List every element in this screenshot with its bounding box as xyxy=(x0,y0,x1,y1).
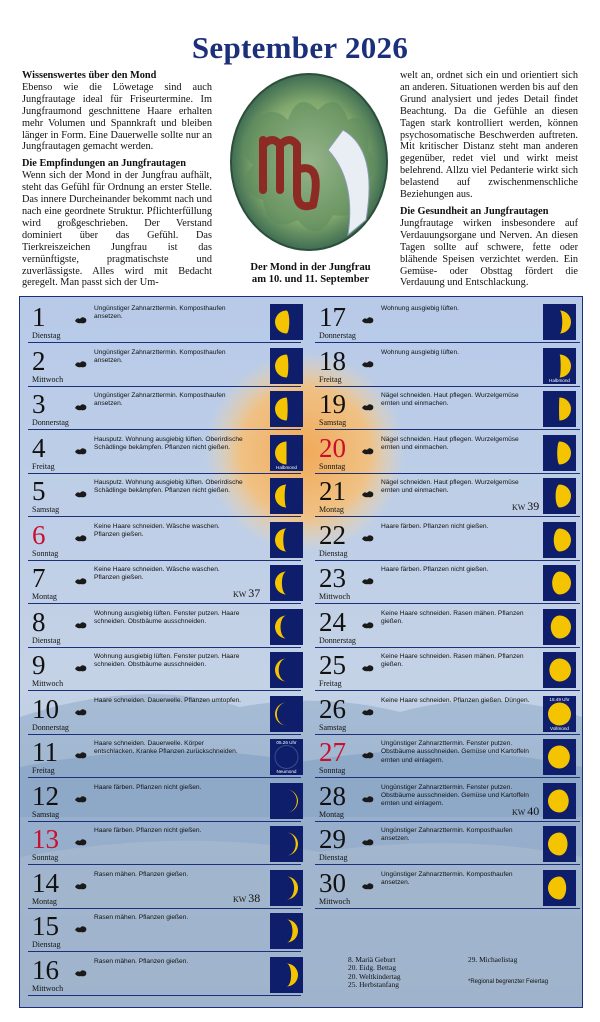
day-advice-text: Wohnung ausgiebig lüften. xyxy=(381,348,459,356)
weekday-label: Sonntag xyxy=(319,766,346,775)
paragraph-emotions-continued: welt an, ordnet sich ein und orientiert sich an anderen. Situationen werden bis auf den Grund analysiert und jedes Detail findet Beachtung. Da die Gefühle an diesen Tagen stark kontrolliert werden, können psychosomatische Beschwerden auftreten. Mit kritischer Distanz steht man anderen gegenüber, redet viel und wirkt meist belehrend. Allzu viel Pedanterie wirkt sich belastend auf zwischenmenschliche Beziehungen aus. xyxy=(400,70,578,201)
day-advice-text: Hausputz. Wohnung ausgiebig lüften. Oberirdische Schädlinge bekämpfen. Pflanzen nicht gießen. xyxy=(94,435,243,451)
weekday-label: Freitag xyxy=(32,766,55,775)
moon-phase-panel xyxy=(270,391,303,427)
scorpio-icon xyxy=(74,924,88,934)
moon-phase-panel xyxy=(270,304,303,340)
day-advice-text: Ungünstiger Zahnarzttermin. Komposthaufen ansetzen. xyxy=(94,305,226,321)
caption-line-1: Der Mond in der Jungfrau xyxy=(250,262,371,273)
day-advice-text: Keine Haare schneiden. Pflanzen gießen. Düngen. xyxy=(381,696,530,704)
calendar-day-row xyxy=(315,649,580,691)
calendar-day-row xyxy=(28,345,301,387)
moon-phase-icon xyxy=(270,478,303,514)
day-number: 20 xyxy=(319,432,346,463)
calendar-day-row xyxy=(315,693,580,735)
day-number: 8 xyxy=(32,606,46,637)
moon-phase-panel xyxy=(543,304,576,340)
day-advice-text: Keine Haare schneiden. Rasen mähen. Pflanzen gießen. xyxy=(381,609,524,625)
calendar-day-row xyxy=(28,867,301,909)
weekday-label: Mittwoch xyxy=(319,896,351,906)
weekday-label: Freitag xyxy=(319,679,342,688)
moon-phase-icon xyxy=(270,870,303,906)
moon-phase-panel xyxy=(543,348,576,384)
weekday-label: Freitag xyxy=(319,374,342,384)
weekday-label: Mittwoch xyxy=(319,592,351,601)
moon-phase-icon xyxy=(270,565,303,601)
day-number: 10 xyxy=(32,693,59,724)
weekday-label: Montag xyxy=(32,592,57,601)
weekday-label: Samstag xyxy=(319,722,347,732)
day-number: 29 xyxy=(319,824,346,854)
day-advice-text: Rasen mähen. Pflanzen gießen. xyxy=(94,870,189,878)
taurus-icon xyxy=(361,837,375,847)
day-advice-text: Keine Haare schneiden. Rasen mähen. Pflanzen gießen. xyxy=(381,653,524,669)
calendar-day-row xyxy=(315,345,580,387)
day-number: 6 xyxy=(32,519,46,550)
day-advice-text: Wohnung ausgiebig lüften. Fenster putzen. Haare schneiden. Obstbäume ausschneiden. xyxy=(94,609,240,625)
pisces-icon xyxy=(361,620,375,630)
calendar-panel xyxy=(19,296,583,1008)
moon-phase-icon xyxy=(543,870,576,906)
sagittarius-icon xyxy=(361,359,375,369)
calendar-day-row xyxy=(315,867,580,909)
day-advice-text: Ungünstiger Zahnarzttermin. Komposthaufen ansetzen. xyxy=(94,348,226,364)
day-number: 12 xyxy=(32,780,59,811)
moon-phase-panel xyxy=(270,565,303,601)
moon-phase-icon xyxy=(543,652,576,688)
paragraph-moon-facts: Ebenso wie die Löwetage sind auch Jungfrautage ideal für Friseurtermine. Im Jungfraumond geschnittene Haare erhalten mehr Volumen und Spannkraft und bleiben länger in Form. Eine Dauerwelle sollte nur an Jungfrautagen gemacht werden. xyxy=(22,81,212,153)
day-advice-text: Keine Haare schneiden. Wäsche waschen. Pflanzen gießen. xyxy=(94,522,220,538)
moon-phase-icon xyxy=(543,304,576,340)
scorpio-icon xyxy=(74,881,88,891)
moon-phase-panel xyxy=(543,522,576,558)
calendar-week-prefix: KW xyxy=(233,590,249,599)
weekday-label: Montag xyxy=(319,505,344,514)
moon-phase-icon xyxy=(270,913,303,949)
moon-phase-icon xyxy=(270,783,303,819)
calendar-week-label xyxy=(233,588,260,600)
holiday-item: 8. Mariä Geburt xyxy=(348,955,396,964)
calendar-day-row xyxy=(315,519,580,561)
moon-phase-panel xyxy=(270,870,303,906)
caption-line-2: am 10. und 11. September xyxy=(251,274,370,285)
day-advice-text: Haare färben. Pflanzen nicht gießen. xyxy=(94,827,202,834)
calendar-day-row xyxy=(315,606,580,648)
calendar-week-prefix: KW xyxy=(512,807,528,817)
leo-icon xyxy=(74,663,88,673)
calendar-day-row xyxy=(28,649,301,691)
day-advice-text: Nägel schneiden. Haut pflegen. Wurzelgemüse ernten und einmachen. xyxy=(381,435,519,451)
moon-phase-icon xyxy=(543,435,576,471)
aries-icon xyxy=(361,750,375,760)
virgo-emblem-image xyxy=(228,70,390,255)
aquarius-icon xyxy=(361,533,375,543)
calendar-week-label xyxy=(512,803,540,818)
moon-phase-time: 18.49 Uhr xyxy=(549,696,570,702)
weekday-label: Mittwoch xyxy=(32,374,64,384)
weekday-label: Samstag xyxy=(32,809,60,819)
moon-phase-icon xyxy=(270,391,303,427)
day-number: 22 xyxy=(319,519,346,550)
moon-phase-panel xyxy=(270,435,303,471)
weekday-label: Samstag xyxy=(319,418,347,427)
moon-phase-icon xyxy=(270,348,303,384)
scorpio-icon xyxy=(74,968,88,978)
pisces-icon xyxy=(361,663,375,673)
moon-phase-label: Vollmond xyxy=(550,725,569,731)
calendar-week-label xyxy=(233,890,261,905)
weekday-label: Sonntag xyxy=(319,461,346,471)
moon-phase-icon xyxy=(270,609,303,645)
calendar-day-row xyxy=(28,301,301,343)
day-advice-text: Ungünstiger Zahnarzttermin. Komposthaufen ansetzen. xyxy=(381,870,513,886)
day-advice-text: Ungünstiger Zahnarzttermin. Komposthaufen ansetzen. xyxy=(381,827,513,843)
moon-phase-icon xyxy=(543,609,576,645)
holiday-item: 20. Weltkindertag xyxy=(348,971,401,981)
day-advice-text: Rasen mähen. Pflanzen gießen. xyxy=(94,914,189,921)
leo-icon xyxy=(74,620,88,630)
paragraph-emotions: Wenn sich der Mond in der Jungfrau aufhält, steht das Gefühl für Ordnung an erster Stelle. Das innere Durcheinander bekommt nach und nach eine geordnete Struktur. Pflichterfüllung wird großgeschrieben. Der Verstand dominiert über das Gefühl. Das Tierkreiszeichen Jungfrau ist das vernünftigste, pragmatischste und zuverlässigste. Alles wird mit Bedacht geregelt. Man passt sich der Um- xyxy=(22,170,212,289)
day-advice-text: Haare schneiden. Dauerwelle. Körper entschlacken. Kranke Pflanzen zurückschneiden. xyxy=(94,740,238,756)
capricorn-icon xyxy=(74,359,88,369)
moon-phase-label: Halbmond xyxy=(549,377,570,383)
calendar-week-label xyxy=(512,501,539,513)
pisces-icon xyxy=(361,707,375,717)
day-number: 3 xyxy=(32,389,46,419)
day-number: 28 xyxy=(319,780,346,811)
day-number: 7 xyxy=(32,563,46,593)
moon-phase-panel xyxy=(270,739,303,775)
calendar-day-row xyxy=(28,910,301,952)
right-text-column xyxy=(400,70,578,294)
moon-phase-panel xyxy=(543,435,576,471)
heading-health: Die Gesundheit an Jungfrautagen xyxy=(400,205,549,217)
calendar-day-row xyxy=(28,432,301,474)
weekday-label: Dienstag xyxy=(32,331,61,340)
calendar-week-number: 38 xyxy=(248,890,261,905)
moon-phase-panel xyxy=(543,696,576,732)
day-number: 15 xyxy=(32,911,59,941)
calendar-week-number: 40 xyxy=(527,803,540,818)
weekday-label: Donnerstag xyxy=(32,722,69,732)
moon-phase-icon xyxy=(543,783,576,819)
capricorn-icon xyxy=(74,402,88,412)
day-number: 14 xyxy=(32,867,59,898)
day-number: 30 xyxy=(319,867,346,898)
calendar-day-row xyxy=(28,823,301,865)
holiday-item: 25. Herbstanfang xyxy=(348,980,399,990)
day-number: 21 xyxy=(319,476,346,506)
libra-icon xyxy=(74,837,88,847)
cancer-icon xyxy=(74,576,88,586)
capricorn-icon xyxy=(74,315,88,325)
aries-icon xyxy=(361,794,375,804)
weekday-label: Sonntag xyxy=(32,548,59,558)
weekday-label: Donnerstag xyxy=(319,635,356,645)
moon-phase-panel xyxy=(270,957,303,993)
moon-phase-icon xyxy=(270,652,303,688)
day-advice-text: Haare färben. Pflanzen nicht gießen. xyxy=(381,566,489,573)
day-advice-text: Haare färben. Pflanzen nicht gießen. xyxy=(381,522,489,530)
moon-phase-icon xyxy=(270,696,303,732)
moon-phase-icon xyxy=(543,478,576,514)
capricorn-icon xyxy=(361,489,375,499)
day-advice-text: Haare färben. Pflanzen nicht gießen. xyxy=(94,783,202,791)
holiday-item: 29. Michaelistag xyxy=(468,955,518,964)
weekday-label: Sonntag xyxy=(32,853,59,862)
weekday-label: Mittwoch xyxy=(32,679,64,688)
day-number: 17 xyxy=(319,302,346,332)
libra-icon xyxy=(74,794,88,804)
moon-phase-icon xyxy=(543,565,576,601)
moon-phase-panel xyxy=(543,826,576,862)
calendar-week-number: 39 xyxy=(527,499,540,513)
moon-phase-panel xyxy=(270,652,303,688)
calendar-day-row xyxy=(28,388,301,430)
day-advice-text: Hausputz. Wohnung ausgiebig lüften. Oberirdische Schädlinge bekämpfen. Pflanzen nicht gießen. xyxy=(94,479,243,495)
calendar-week-prefix: KW xyxy=(233,894,249,904)
moon-phase-icon xyxy=(543,522,576,558)
moon-phase-panel xyxy=(270,783,303,819)
moon-phase-icon xyxy=(543,826,576,862)
moon-phase-icon xyxy=(270,522,303,558)
capricorn-icon xyxy=(361,446,375,456)
day-number: 26 xyxy=(319,693,346,724)
moon-phase-panel xyxy=(270,478,303,514)
gemini-icon xyxy=(74,446,88,456)
day-advice-text: Ungünstiger Zahnarzttermin. Fenster putzen. Obstbäume ausschneiden. Gemüse und Kartoffeln ernten und einlagern. xyxy=(381,740,529,764)
calendar-week-number: 37 xyxy=(248,586,261,600)
day-number: 27 xyxy=(319,737,346,767)
day-number: 1 xyxy=(32,302,46,332)
day-number: 2 xyxy=(32,345,46,376)
moon-phase-label: Halbmond xyxy=(276,464,297,470)
cancer-icon xyxy=(74,533,88,543)
day-number: 4 xyxy=(32,432,46,463)
day-advice-text: Ungünstiger Zahnarzttermin. Fenster putzen. Obstbäume ausschneiden. Gemüse und Kartoffeln ernten und einlagern. xyxy=(381,783,529,808)
virgo-icon xyxy=(74,707,88,717)
moon-phase-panel xyxy=(543,739,576,775)
calendar-day-row xyxy=(315,301,580,343)
calendar-day-row xyxy=(28,475,301,517)
weekday-label: Freitag xyxy=(32,461,55,471)
calendar-day-row xyxy=(28,954,301,996)
moon-phase-panel xyxy=(543,870,576,906)
calendar-day-row xyxy=(28,562,301,604)
day-number: 18 xyxy=(319,345,346,376)
calendar-day-row xyxy=(315,475,580,517)
calendar-day-row xyxy=(315,736,580,778)
moon-phase-panel xyxy=(270,609,303,645)
day-advice-text: Wohnung ausgiebig lüften. xyxy=(381,305,459,312)
weekday-label: Dienstag xyxy=(319,853,348,862)
calendar-day-row xyxy=(28,780,301,822)
aquarius-icon xyxy=(361,576,375,586)
moon-phase-icon xyxy=(270,957,303,993)
calendar-day-row xyxy=(28,606,301,648)
gemini-icon xyxy=(74,489,88,499)
day-number: 25 xyxy=(319,650,346,680)
calendar-day-row xyxy=(28,693,301,735)
taurus-icon xyxy=(361,881,375,891)
sagittarius-icon xyxy=(361,315,375,325)
heading-moon-facts: Wissenswertes über den Mond xyxy=(22,70,157,81)
moon-phase-icon xyxy=(543,391,576,427)
moon-phase-icon xyxy=(543,739,576,775)
day-number: 5 xyxy=(32,476,46,506)
moon-phase-icon xyxy=(270,304,303,340)
weekday-label: Dienstag xyxy=(319,548,348,558)
calendar-day-row xyxy=(315,562,580,604)
day-advice-text: Ungünstiger Zahnarzttermin. Komposthaufen ansetzen. xyxy=(94,392,226,408)
day-number: 13 xyxy=(32,824,59,854)
day-advice-text: Haare schneiden. Dauerwelle. Pflanzen umtopfen. xyxy=(94,696,241,704)
moon-phase-panel xyxy=(270,348,303,384)
page-title: September 2026 xyxy=(191,30,409,65)
moon-phase-panel xyxy=(270,826,303,862)
moon-phase-panel xyxy=(543,783,576,819)
moon-phase-panel xyxy=(270,696,303,732)
day-advice-text: Wohnung ausgiebig lüften. Fenster putzen. Haare schneiden. Obstbäume ausschneiden. xyxy=(94,653,240,669)
weekday-label: Donnerstag xyxy=(32,418,69,427)
day-number: 9 xyxy=(32,650,46,680)
moon-phase-panel xyxy=(543,609,576,645)
day-number: 19 xyxy=(319,389,346,419)
weekday-label: Dienstag xyxy=(32,635,61,645)
moon-phase-icon xyxy=(270,826,303,862)
weekday-label: Montag xyxy=(319,809,344,819)
calendar-day-row xyxy=(28,519,301,561)
day-advice-text: Keine Haare schneiden. Wäsche waschen. Pflanzen gießen. xyxy=(94,566,220,582)
moon-phase-label: Neumond xyxy=(276,769,297,774)
day-number: 11 xyxy=(32,737,58,767)
day-number: 24 xyxy=(319,606,346,637)
calendar-week-prefix: KW xyxy=(512,503,528,512)
moon-phase-panel xyxy=(543,652,576,688)
moon-phase-time: 05.26 Uhr xyxy=(276,740,297,745)
calendar-day-row xyxy=(28,736,301,778)
calendar-day-row xyxy=(315,823,580,865)
day-number: 23 xyxy=(319,563,346,593)
calendar-day-row xyxy=(315,780,580,822)
calendar-day-row xyxy=(315,432,580,474)
day-advice-text: Nägel schneiden. Haut pflegen. Wurzelgemüse ernten und einmachen. xyxy=(381,392,519,408)
moon-phase-panel xyxy=(270,522,303,558)
weekday-label: Mittwoch xyxy=(32,983,64,993)
moon-phase-panel xyxy=(543,565,576,601)
virgo-icon xyxy=(74,750,88,760)
weekday-label: Donnerstag xyxy=(319,331,356,340)
weekday-label: Samstag xyxy=(32,505,60,514)
moon-phase-panel xyxy=(543,478,576,514)
day-number: 16 xyxy=(32,954,59,985)
heading-emotions: Die Empfindungen an Jungfrautagen xyxy=(22,158,186,170)
day-advice-text: Nägel schneiden. Haut pflegen. Wurzelgemüse ernten und einmachen. xyxy=(381,479,519,495)
holiday-item: 20. Eidg. Bettag xyxy=(348,963,397,973)
regional-holiday-note: *Regional begrenzter Feiertag xyxy=(468,979,549,985)
calendar-day-row xyxy=(315,388,580,430)
capricorn-icon xyxy=(361,402,375,412)
emblem-caption xyxy=(228,262,393,286)
paragraph-health: Jungfrautage wirken insbesondere auf Verdauungsorgane und Nerven. An diesen Tagen sollte auf schwere, fette oder blähende Speisen verzichtet werden. Ein Gemüse- oder Obsttag fördert die Verdauung und Entschlackung. xyxy=(400,217,578,289)
day-advice-text: Rasen mähen. Pflanzen gießen. xyxy=(94,957,189,965)
moon-phase-panel xyxy=(270,913,303,949)
weekday-label: Dienstag xyxy=(32,940,61,949)
moon-phase-panel xyxy=(543,391,576,427)
left-text-column xyxy=(22,70,212,294)
weekday-label: Montag xyxy=(32,896,57,906)
